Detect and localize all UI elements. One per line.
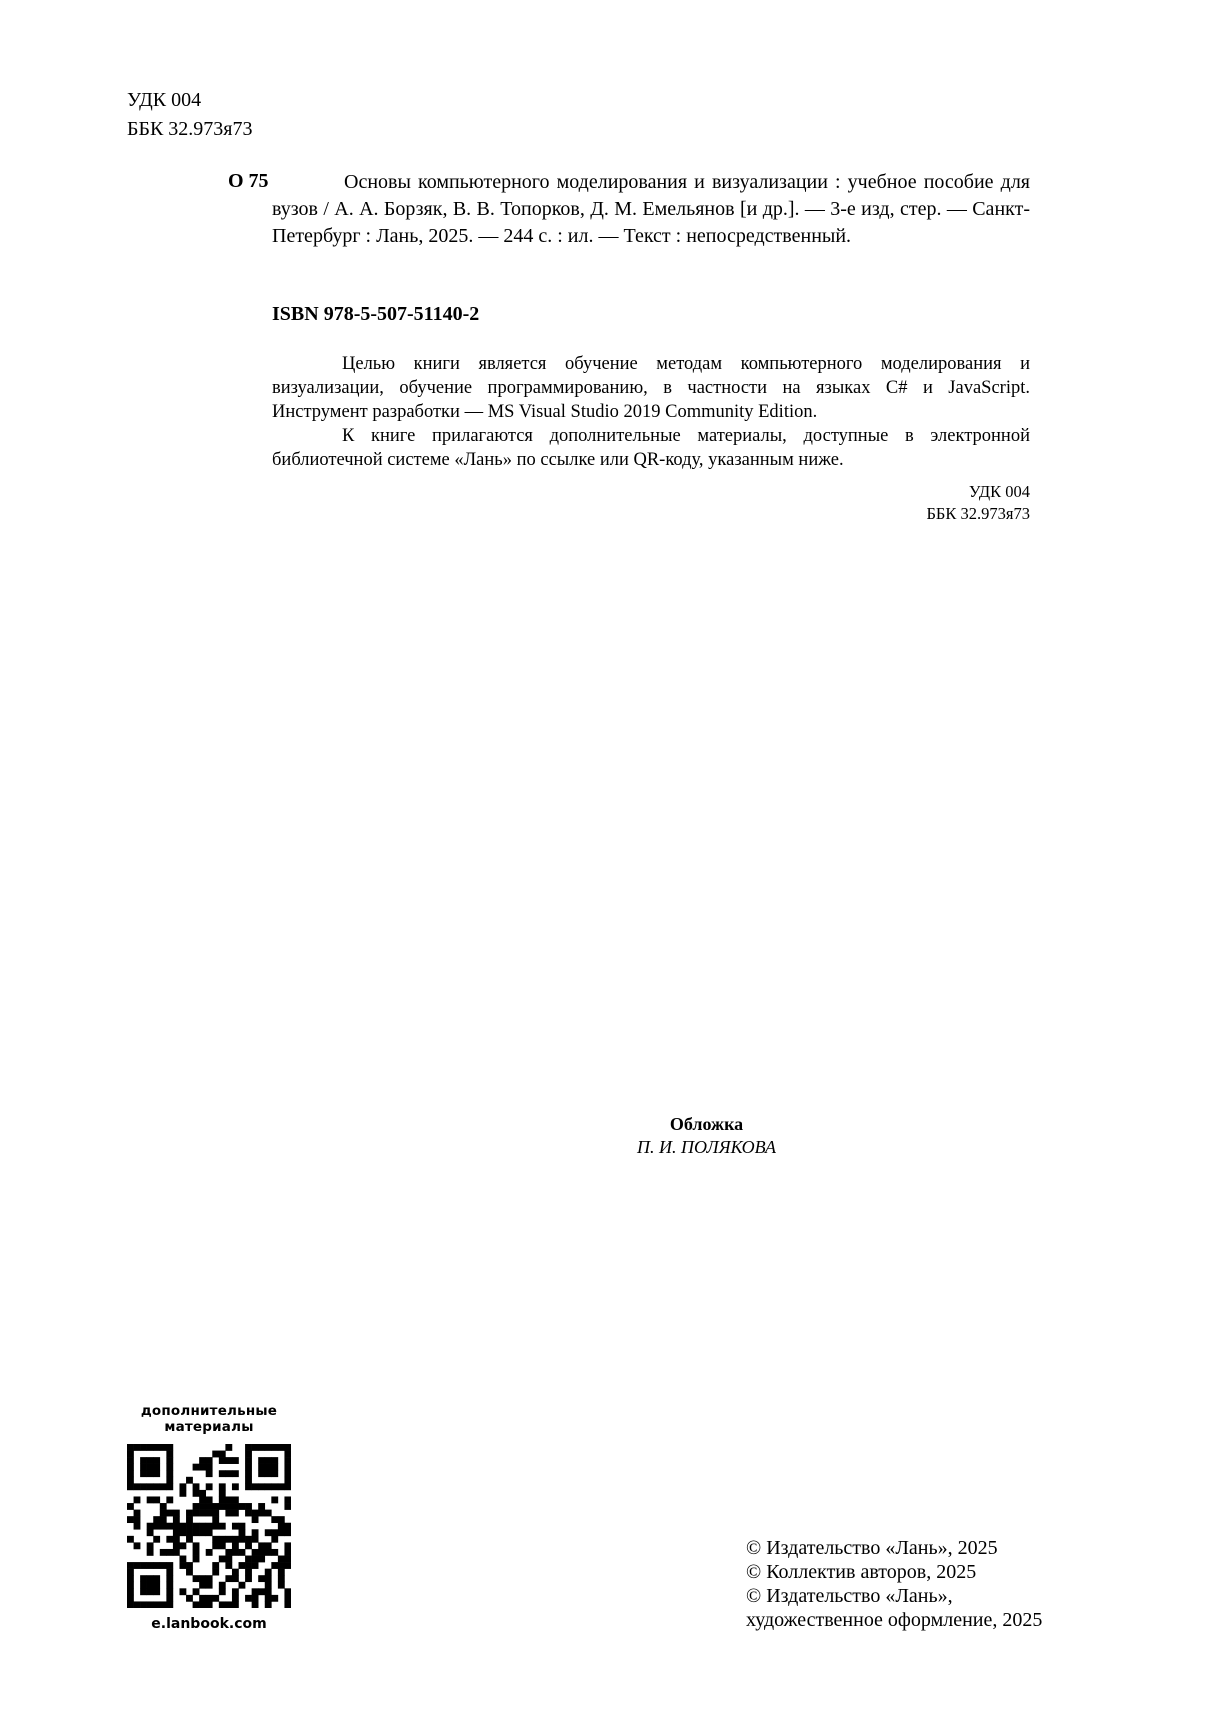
copyright-line: © Издательство «Лань», 2025 [746, 1537, 998, 1559]
abstract-paragraph: Целью книги является обучение методам компьютерного моделирования и визуализации, обучение программированию, в частности на языках C# и JavaScript. Инструмент разработки — MS Visual Studio 2019 Community Edition. [272, 354, 1030, 422]
qr-code-icon[interactable] [127, 1444, 291, 1608]
qr-caption-line: материалы [164, 1419, 254, 1435]
abstract [272, 352, 1030, 472]
bibliographic-description: Основы компьютерного моделирования и визуализации : учебное пособие для вузов / А. А. Борзяк, В. В. Топорков, Д. М. Емельянов [и др.]. — 3-е изд, стер. — Санкт-Петербург : Лань, 2025. — 244 с. : ил. — Текст : непосредственный. [272, 171, 1030, 247]
copyright-line: © Коллектив авторов, 2025 [746, 1561, 977, 1583]
bbk-header: ББК 32.973я73 [127, 118, 253, 140]
isbn: ISBN 978-5-507-51140-2 [272, 303, 480, 325]
author-mark: О 75 [228, 170, 269, 192]
bibliographic-record [272, 169, 1030, 250]
qr-caption [124, 1403, 294, 1435]
cover-credit-label: Обложка [669, 1114, 744, 1134]
copyright-notice [746, 1536, 1042, 1632]
bbk-classification: ББК 32.973я73 [926, 504, 1030, 523]
copyright-line: © Издательство «Лань», [746, 1585, 953, 1607]
qr-url: e.lanbook.com [151, 1616, 267, 1632]
cover-credit-author: П. И. ПОЛЯКОВА [637, 1137, 776, 1157]
copyright-line: художественное оформление, 2025 [746, 1609, 1043, 1631]
qr-block [124, 1403, 294, 1632]
abstract-paragraph: К книге прилагаются дополнительные материалы, доступные в электронной библиотечной системе «Лань» по ссылке или QR-коду, указанным ниже. [272, 426, 1030, 470]
qr-caption-line: дополнительные [140, 1403, 278, 1419]
udk-header: УДК 004 [127, 89, 202, 111]
udk-classification: УДК 004 [968, 482, 1030, 501]
